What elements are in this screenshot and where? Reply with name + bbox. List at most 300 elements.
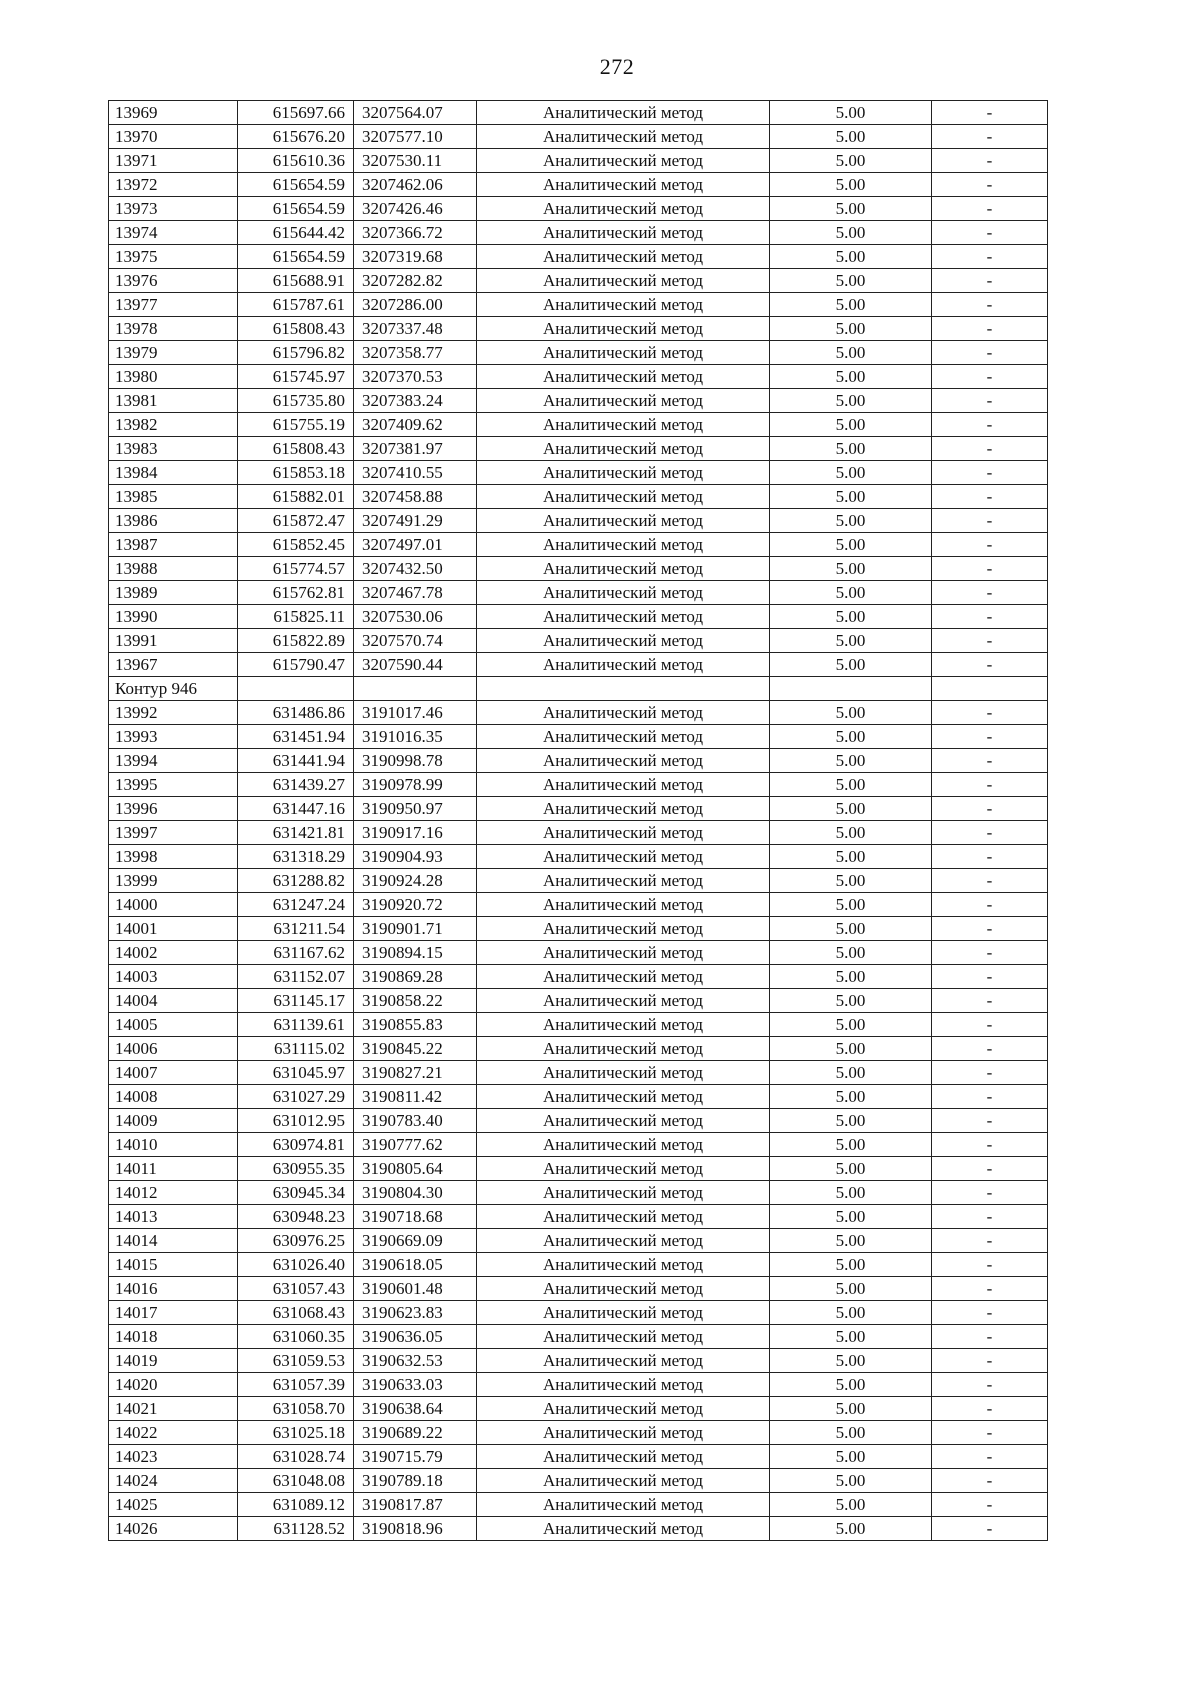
table-row (109, 269, 1048, 293)
y-coordinate-cell: 3190618.05 (354, 1253, 477, 1277)
method-cell: Аналитический метод (477, 1301, 770, 1325)
accuracy-cell: 5.00 (770, 413, 932, 437)
note-cell: - (932, 173, 1048, 197)
note-cell: - (932, 1301, 1048, 1325)
accuracy-cell: 5.00 (770, 149, 932, 173)
method-cell: Аналитический метод (477, 845, 770, 869)
method-cell: Аналитический метод (477, 413, 770, 437)
method-cell: Аналитический метод (477, 101, 770, 125)
method-cell: Аналитический метод (477, 125, 770, 149)
x-coordinate-cell: 615654.59 (238, 197, 354, 221)
table-row (109, 293, 1048, 317)
point-number-cell: 13979 (109, 341, 238, 365)
table-row (109, 221, 1048, 245)
x-coordinate-cell: 615688.91 (238, 269, 354, 293)
table-row (109, 1493, 1048, 1517)
y-coordinate-cell: 3207410.55 (354, 461, 477, 485)
x-coordinate-cell: 615853.18 (238, 461, 354, 485)
accuracy-cell: 5.00 (770, 1013, 932, 1037)
accuracy-cell: 5.00 (770, 101, 932, 125)
method-cell: Аналитический метод (477, 389, 770, 413)
y-coordinate-cell: 3191017.46 (354, 701, 477, 725)
note-cell: - (932, 1325, 1048, 1349)
point-number-cell: 13999 (109, 869, 238, 893)
y-coordinate-cell: 3207467.78 (354, 581, 477, 605)
y-coordinate-cell: 3190901.71 (354, 917, 477, 941)
method-cell: Аналитический метод (477, 197, 770, 221)
method-cell: Аналитический метод (477, 1229, 770, 1253)
x-coordinate-cell: 615654.59 (238, 173, 354, 197)
note-cell: - (932, 893, 1048, 917)
accuracy-cell: 5.00 (770, 605, 932, 629)
accuracy-cell: 5.00 (770, 1133, 932, 1157)
method-cell: Аналитический метод (477, 557, 770, 581)
accuracy-cell: 5.00 (770, 893, 932, 917)
note-cell: - (932, 653, 1048, 677)
note-cell: - (932, 701, 1048, 725)
point-number-cell: 13981 (109, 389, 238, 413)
y-coordinate-cell: 3190789.18 (354, 1469, 477, 1493)
method-cell: Аналитический метод (477, 365, 770, 389)
x-coordinate-cell: 631057.39 (238, 1373, 354, 1397)
note-cell: - (932, 461, 1048, 485)
table-row (109, 749, 1048, 773)
x-coordinate-cell: 615872.47 (238, 509, 354, 533)
coordinates-table (108, 100, 1048, 1541)
accuracy-cell: 5.00 (770, 989, 932, 1013)
method-cell: Аналитический метод (477, 461, 770, 485)
x-coordinate-cell: 631145.17 (238, 989, 354, 1013)
table-row (109, 1277, 1048, 1301)
method-cell: Аналитический метод (477, 1325, 770, 1349)
accuracy-cell: 5.00 (770, 365, 932, 389)
y-coordinate-cell: 3190858.22 (354, 989, 477, 1013)
table-row (109, 557, 1048, 581)
point-number-cell: 14013 (109, 1205, 238, 1229)
y-coordinate-cell: 3190689.22 (354, 1421, 477, 1445)
point-number-cell: 13991 (109, 629, 238, 653)
method-cell: Аналитический метод (477, 485, 770, 509)
accuracy-cell: 5.00 (770, 941, 932, 965)
x-coordinate-cell: 615790.47 (238, 653, 354, 677)
x-coordinate-cell: 631025.18 (238, 1421, 354, 1445)
table-row (109, 317, 1048, 341)
accuracy-cell: 5.00 (770, 1229, 932, 1253)
point-number-cell: 13977 (109, 293, 238, 317)
method-cell: Аналитический метод (477, 149, 770, 173)
y-coordinate-cell: 3207370.53 (354, 365, 477, 389)
method-cell: Аналитический метод (477, 509, 770, 533)
accuracy-cell: 5.00 (770, 461, 932, 485)
table-row (109, 125, 1048, 149)
accuracy-cell: 5.00 (770, 1277, 932, 1301)
table-row (109, 1157, 1048, 1181)
y-coordinate-cell: 3190805.64 (354, 1157, 477, 1181)
y-coordinate-cell: 3207383.24 (354, 389, 477, 413)
x-coordinate-cell: 631027.29 (238, 1085, 354, 1109)
note-cell: - (932, 101, 1048, 125)
note-cell: - (932, 869, 1048, 893)
point-number-cell: 14024 (109, 1469, 238, 1493)
accuracy-cell: 5.00 (770, 485, 932, 509)
note-cell: - (932, 197, 1048, 221)
table-row (109, 773, 1048, 797)
x-coordinate-cell: 615697.66 (238, 101, 354, 125)
note-cell: - (932, 1181, 1048, 1205)
note-cell: - (932, 917, 1048, 941)
x-coordinate-cell: 631447.16 (238, 797, 354, 821)
x-coordinate-cell: 631167.62 (238, 941, 354, 965)
contour-header-row (109, 677, 1048, 701)
table-row (109, 149, 1048, 173)
x-coordinate-cell: 631451.94 (238, 725, 354, 749)
table-row (109, 1469, 1048, 1493)
empty-cell (770, 677, 932, 701)
point-number-cell: 13967 (109, 653, 238, 677)
method-cell: Аналитический метод (477, 1061, 770, 1085)
accuracy-cell: 5.00 (770, 773, 932, 797)
accuracy-cell: 5.00 (770, 965, 932, 989)
y-coordinate-cell: 3207409.62 (354, 413, 477, 437)
x-coordinate-cell: 631421.81 (238, 821, 354, 845)
y-coordinate-cell: 3207426.46 (354, 197, 477, 221)
accuracy-cell: 5.00 (770, 1181, 932, 1205)
accuracy-cell: 5.00 (770, 1205, 932, 1229)
method-cell: Аналитический метод (477, 941, 770, 965)
x-coordinate-cell: 615825.11 (238, 605, 354, 629)
method-cell: Аналитический метод (477, 1109, 770, 1133)
point-number-cell: 13980 (109, 365, 238, 389)
method-cell: Аналитический метод (477, 1349, 770, 1373)
x-coordinate-cell: 615745.97 (238, 365, 354, 389)
accuracy-cell: 5.00 (770, 1517, 932, 1541)
accuracy-cell: 5.00 (770, 1469, 932, 1493)
x-coordinate-cell: 631048.08 (238, 1469, 354, 1493)
table-row (109, 1109, 1048, 1133)
method-cell: Аналитический метод (477, 1181, 770, 1205)
point-number-cell: 14010 (109, 1133, 238, 1157)
accuracy-cell: 5.00 (770, 725, 932, 749)
table-row (109, 1301, 1048, 1325)
x-coordinate-cell: 631059.53 (238, 1349, 354, 1373)
point-number-cell: 14015 (109, 1253, 238, 1277)
x-coordinate-cell: 631441.94 (238, 749, 354, 773)
note-cell: - (932, 725, 1048, 749)
note-cell: - (932, 341, 1048, 365)
point-number-cell: 14021 (109, 1397, 238, 1421)
accuracy-cell: 5.00 (770, 653, 932, 677)
point-number-cell: 13970 (109, 125, 238, 149)
table-row (109, 605, 1048, 629)
x-coordinate-cell: 615676.20 (238, 125, 354, 149)
y-coordinate-cell: 3190623.83 (354, 1301, 477, 1325)
x-coordinate-cell: 631089.12 (238, 1493, 354, 1517)
note-cell: - (932, 1469, 1048, 1493)
x-coordinate-cell: 631211.54 (238, 917, 354, 941)
table-row (109, 1517, 1048, 1541)
accuracy-cell: 5.00 (770, 1445, 932, 1469)
y-coordinate-cell: 3190827.21 (354, 1061, 477, 1085)
method-cell: Аналитический метод (477, 869, 770, 893)
x-coordinate-cell: 630948.23 (238, 1205, 354, 1229)
point-number-cell: 13972 (109, 173, 238, 197)
y-coordinate-cell: 3190845.22 (354, 1037, 477, 1061)
x-coordinate-cell: 615882.01 (238, 485, 354, 509)
accuracy-cell: 5.00 (770, 1037, 932, 1061)
table-row (109, 245, 1048, 269)
y-coordinate-cell: 3190917.16 (354, 821, 477, 845)
point-number-cell: 13969 (109, 101, 238, 125)
table-row (109, 1421, 1048, 1445)
x-coordinate-cell: 630945.34 (238, 1181, 354, 1205)
method-cell: Аналитический метод (477, 1253, 770, 1277)
accuracy-cell: 5.00 (770, 509, 932, 533)
y-coordinate-cell: 3190904.93 (354, 845, 477, 869)
accuracy-cell: 5.00 (770, 701, 932, 725)
note-cell: - (932, 1109, 1048, 1133)
x-coordinate-cell: 631288.82 (238, 869, 354, 893)
y-coordinate-cell: 3190855.83 (354, 1013, 477, 1037)
table-row (109, 725, 1048, 749)
x-coordinate-cell: 615755.19 (238, 413, 354, 437)
accuracy-cell: 5.00 (770, 797, 932, 821)
note-cell: - (932, 1397, 1048, 1421)
note-cell: - (932, 605, 1048, 629)
y-coordinate-cell: 3190636.05 (354, 1325, 477, 1349)
accuracy-cell: 5.00 (770, 221, 932, 245)
x-coordinate-cell: 615787.61 (238, 293, 354, 317)
x-coordinate-cell: 631028.74 (238, 1445, 354, 1469)
method-cell: Аналитический метод (477, 965, 770, 989)
method-cell: Аналитический метод (477, 1373, 770, 1397)
empty-cell (238, 677, 354, 701)
note-cell: - (932, 293, 1048, 317)
method-cell: Аналитический метод (477, 1421, 770, 1445)
y-coordinate-cell: 3190638.64 (354, 1397, 477, 1421)
point-number-cell: 13994 (109, 749, 238, 773)
y-coordinate-cell: 3190924.28 (354, 869, 477, 893)
x-coordinate-cell: 631318.29 (238, 845, 354, 869)
table-row (109, 1325, 1048, 1349)
note-cell: - (932, 269, 1048, 293)
table-row (109, 629, 1048, 653)
x-coordinate-cell: 630976.25 (238, 1229, 354, 1253)
y-coordinate-cell: 3207432.50 (354, 557, 477, 581)
note-cell: - (932, 965, 1048, 989)
method-cell: Аналитический метод (477, 1133, 770, 1157)
point-number-cell: 14023 (109, 1445, 238, 1469)
y-coordinate-cell: 3190818.96 (354, 1517, 477, 1541)
note-cell: - (932, 533, 1048, 557)
method-cell: Аналитический метод (477, 173, 770, 197)
point-number-cell: 14008 (109, 1085, 238, 1109)
note-cell: - (932, 557, 1048, 581)
point-number-cell: 14011 (109, 1157, 238, 1181)
y-coordinate-cell: 3190811.42 (354, 1085, 477, 1109)
accuracy-cell: 5.00 (770, 1493, 932, 1517)
table-row (109, 1133, 1048, 1157)
method-cell: Аналитический метод (477, 437, 770, 461)
accuracy-cell: 5.00 (770, 869, 932, 893)
point-number-cell: 14005 (109, 1013, 238, 1037)
method-cell: Аналитический метод (477, 701, 770, 725)
table-row (109, 1229, 1048, 1253)
table-row (109, 197, 1048, 221)
method-cell: Аналитический метод (477, 1493, 770, 1517)
note-cell: - (932, 629, 1048, 653)
accuracy-cell: 5.00 (770, 389, 932, 413)
y-coordinate-cell: 3190920.72 (354, 893, 477, 917)
table-row (109, 341, 1048, 365)
table-row (109, 1037, 1048, 1061)
method-cell: Аналитический метод (477, 1157, 770, 1181)
empty-cell (354, 677, 477, 701)
y-coordinate-cell: 3207491.29 (354, 509, 477, 533)
method-cell: Аналитический метод (477, 653, 770, 677)
x-coordinate-cell: 615774.57 (238, 557, 354, 581)
note-cell: - (932, 1445, 1048, 1469)
x-coordinate-cell: 615808.43 (238, 437, 354, 461)
table-row (109, 797, 1048, 821)
y-coordinate-cell: 3207286.00 (354, 293, 477, 317)
point-number-cell: 13985 (109, 485, 238, 509)
method-cell: Аналитический метод (477, 1469, 770, 1493)
x-coordinate-cell: 615822.89 (238, 629, 354, 653)
method-cell: Аналитический метод (477, 749, 770, 773)
accuracy-cell: 5.00 (770, 749, 932, 773)
point-number-cell: 13992 (109, 701, 238, 725)
method-cell: Аналитический метод (477, 989, 770, 1013)
y-coordinate-cell: 3207366.72 (354, 221, 477, 245)
point-number-cell: 13990 (109, 605, 238, 629)
accuracy-cell: 5.00 (770, 1253, 932, 1277)
x-coordinate-cell: 615735.80 (238, 389, 354, 413)
table-row (109, 869, 1048, 893)
method-cell: Аналитический метод (477, 221, 770, 245)
accuracy-cell: 5.00 (770, 1325, 932, 1349)
method-cell: Аналитический метод (477, 893, 770, 917)
table-row (109, 461, 1048, 485)
x-coordinate-cell: 630955.35 (238, 1157, 354, 1181)
x-coordinate-cell: 631115.02 (238, 1037, 354, 1061)
accuracy-cell: 5.00 (770, 1397, 932, 1421)
accuracy-cell: 5.00 (770, 437, 932, 461)
method-cell: Аналитический метод (477, 1205, 770, 1229)
point-number-cell: 14003 (109, 965, 238, 989)
method-cell: Аналитический метод (477, 1277, 770, 1301)
accuracy-cell: 5.00 (770, 173, 932, 197)
note-cell: - (932, 1133, 1048, 1157)
table-row (109, 1445, 1048, 1469)
accuracy-cell: 5.00 (770, 1301, 932, 1325)
accuracy-cell: 5.00 (770, 1373, 932, 1397)
x-coordinate-cell: 631058.70 (238, 1397, 354, 1421)
table-row (109, 437, 1048, 461)
note-cell: - (932, 1253, 1048, 1277)
accuracy-cell: 5.00 (770, 1109, 932, 1133)
point-number-cell: 14025 (109, 1493, 238, 1517)
point-number-cell: 14000 (109, 893, 238, 917)
table-row (109, 965, 1048, 989)
accuracy-cell: 5.00 (770, 821, 932, 845)
method-cell: Аналитический метод (477, 773, 770, 797)
note-cell: - (932, 125, 1048, 149)
table-row (109, 845, 1048, 869)
point-number-cell: 13988 (109, 557, 238, 581)
x-coordinate-cell: 631057.43 (238, 1277, 354, 1301)
y-coordinate-cell: 3207381.97 (354, 437, 477, 461)
note-cell: - (932, 773, 1048, 797)
y-coordinate-cell: 3190601.48 (354, 1277, 477, 1301)
point-number-cell: 14006 (109, 1037, 238, 1061)
y-coordinate-cell: 3190978.99 (354, 773, 477, 797)
y-coordinate-cell: 3207577.10 (354, 125, 477, 149)
accuracy-cell: 5.00 (770, 245, 932, 269)
method-cell: Аналитический метод (477, 1397, 770, 1421)
y-coordinate-cell: 3207590.44 (354, 653, 477, 677)
table-row (109, 917, 1048, 941)
x-coordinate-cell: 615796.82 (238, 341, 354, 365)
table-row (109, 701, 1048, 725)
x-coordinate-cell: 631439.27 (238, 773, 354, 797)
table-row (109, 989, 1048, 1013)
table-row (109, 101, 1048, 125)
point-number-cell: 14012 (109, 1181, 238, 1205)
point-number-cell: 13975 (109, 245, 238, 269)
y-coordinate-cell: 3190777.62 (354, 1133, 477, 1157)
table-row (109, 941, 1048, 965)
accuracy-cell: 5.00 (770, 1157, 932, 1181)
x-coordinate-cell: 615762.81 (238, 581, 354, 605)
table-row (109, 533, 1048, 557)
note-cell: - (932, 485, 1048, 509)
method-cell: Аналитический метод (477, 1037, 770, 1061)
point-number-cell: 13989 (109, 581, 238, 605)
table-row (109, 1253, 1048, 1277)
accuracy-cell: 5.00 (770, 269, 932, 293)
point-number-cell: 14026 (109, 1517, 238, 1541)
x-coordinate-cell: 630974.81 (238, 1133, 354, 1157)
accuracy-cell: 5.00 (770, 581, 932, 605)
method-cell: Аналитический метод (477, 605, 770, 629)
x-coordinate-cell: 631247.24 (238, 893, 354, 917)
table-row (109, 1205, 1048, 1229)
y-coordinate-cell: 3207497.01 (354, 533, 477, 557)
point-number-cell: 13982 (109, 413, 238, 437)
x-coordinate-cell: 631486.86 (238, 701, 354, 725)
accuracy-cell: 5.00 (770, 845, 932, 869)
point-number-cell: 13986 (109, 509, 238, 533)
note-cell: - (932, 413, 1048, 437)
accuracy-cell: 5.00 (770, 125, 932, 149)
accuracy-cell: 5.00 (770, 629, 932, 653)
x-coordinate-cell: 631060.35 (238, 1325, 354, 1349)
table-row (109, 1013, 1048, 1037)
x-coordinate-cell: 631012.95 (238, 1109, 354, 1133)
y-coordinate-cell: 3207458.88 (354, 485, 477, 509)
point-number-cell: 13971 (109, 149, 238, 173)
note-cell: - (932, 1085, 1048, 1109)
x-coordinate-cell: 615808.43 (238, 317, 354, 341)
point-number-cell: 13996 (109, 797, 238, 821)
table-row (109, 389, 1048, 413)
y-coordinate-cell: 3190950.97 (354, 797, 477, 821)
page-number: 272 (599, 54, 635, 79)
method-cell: Аналитический метод (477, 269, 770, 293)
table-row (109, 893, 1048, 917)
y-coordinate-cell: 3190783.40 (354, 1109, 477, 1133)
method-cell: Аналитический метод (477, 821, 770, 845)
